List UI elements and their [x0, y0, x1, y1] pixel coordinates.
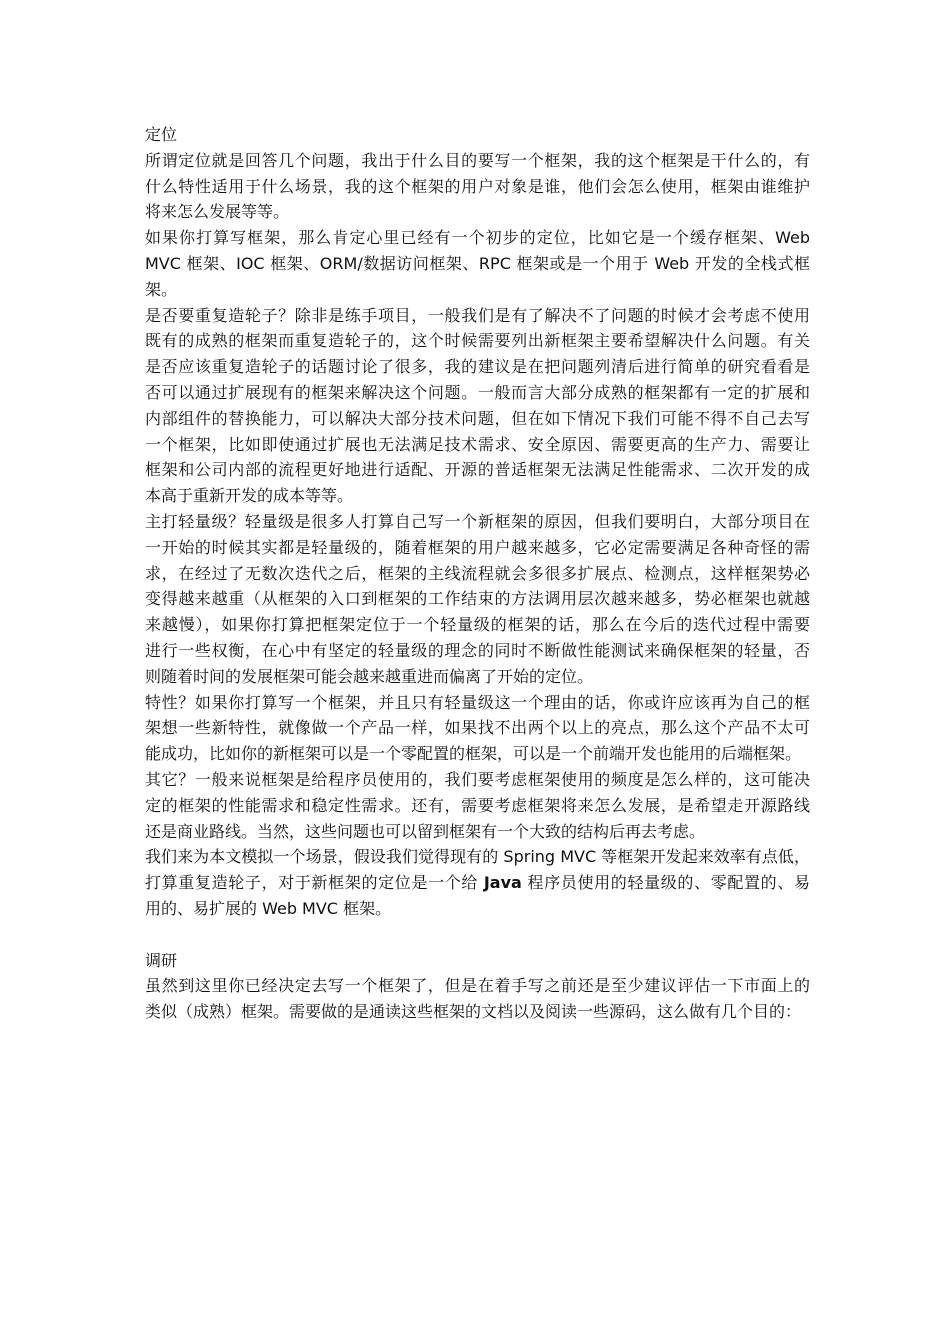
text-line: MVC 框架、IOC 框架、ORM/数据访问框架、RPC 框架或是一个用于 Web 开发的全栈式框 — [145, 253, 810, 273]
text-line: 我们来为本文模拟一个场景，假设我们觉得现有的 Spring MVC 等框架开发起来效率有点低， — [145, 847, 810, 867]
text-line: 定的框架的性能需求和稳定性需求。还有，需要考虑框架将来怎么发展，是希望走开源路线 — [145, 795, 810, 815]
text-line: 架。 — [145, 279, 178, 299]
text-line: 是否应该重复造轮子的话题讨论了很多，我的建议是在把问题列清后进行简单的研究看看是 — [145, 357, 810, 377]
paragraph-initial-positioning — [145, 225, 810, 302]
text-line: 类似（成熟）框架。需要做的是通读这些框架的文档以及阅读一些源码，这么做有几个目的： — [145, 1002, 802, 1022]
text-line: 框架和公司内部的流程更好地进行适配、开源的普适框架无法满足性能需求、二次开发的成 — [145, 460, 810, 480]
text-line: 求，在经过了无数次迭代之后，框架的主线流程就会多很多扩展点、检测点，这样框架势必 — [145, 563, 810, 583]
text-line: 则随着时间的发展框架可能会越来越重进而偏离了开始的定位。 — [145, 666, 594, 686]
text-line: 用的、易扩展的 Web MVC 框架。 — [145, 898, 392, 918]
text-line: 所谓定位就是回答几个问题，我出于什么目的要写一个框架，我的这个框架是干什么的，有 — [145, 150, 810, 170]
text-line: 主打轻量级？轻量级是很多人打算自己写一个新框架的原因，但我们要明白，大部分项目在 — [145, 511, 810, 531]
text-segment: 程序员使用的轻量级的、零配置的、易 — [521, 873, 810, 893]
text-line: 内部组件的替换能力，可以解决大部分技术问题，但在如下情况下我们可能不得不自己去写 — [145, 408, 810, 428]
text-line: 进行一些权衡，在心中有坚定的轻量级的理念的同时不断做性能测试来确保框架的轻量，否 — [145, 640, 810, 660]
text-line: 虽然到这里你已经决定去写一个框架了，但是在着手写之前还是至少建议评估一下市面上的 — [145, 976, 810, 996]
text-line: 什么特性适用于什么场景，我的这个框架的用户对象是谁，他们会怎么使用，框架由谁维护 — [145, 176, 810, 196]
text-line: 架想一些新特性，就像做一个产品一样，如果找不出两个以上的亮点，那么这个产品不太可 — [145, 718, 810, 738]
section-heading-research: 调研 — [145, 950, 178, 970]
text-line: 将来怎么发展等等。 — [145, 202, 290, 222]
text-line — [145, 870, 810, 896]
text-line: 否可以通过扩展现有的框架来解决这个问题。一般而言大部分成熟的框架都有一定的扩展和 — [145, 382, 810, 402]
paragraph-features — [145, 690, 810, 767]
text-line: 一个框架，比如即使通过扩展也无法满足技术需求、安全原因、需要更高的生产力、需要让 — [145, 434, 810, 454]
paragraph-others — [145, 767, 810, 844]
text-line: 还是商业路线。当然，这些问题也可以留到框架有一个大致的结构后再去考虑。 — [145, 821, 706, 841]
paragraph-scenario — [145, 844, 810, 921]
text-line: 既有的成熟的框架而重复造轮子的，这个时候需要列出新框架主要希望解决什么问题。有关 — [145, 331, 810, 351]
text-line: 来越慢），如果你打算把框架定位于一个轻量级的框架的话，那么在今后的迭代过程中需要 — [145, 615, 810, 635]
document-page — [145, 122, 810, 1025]
text-line: 如果你打算写框架，那么肯定心里已经有一个初步的定位，比如它是一个缓存框架、Web — [145, 228, 810, 248]
paragraph-spacer — [145, 922, 810, 948]
text-line: 变得越来越重（从框架的入口到框架的工作结束的方法调用层次越来越多，势必框架也就越 — [145, 589, 810, 609]
bold-term-java: Java — [483, 873, 522, 893]
paragraph-reinvent-wheel — [145, 303, 810, 509]
text-line: 一开始的时候其实都是轻量级的，随着框架的用户越来越多，它必定需要满足各种奇怪的需 — [145, 537, 810, 557]
text-line: 其它？一般来说框架是给程序员使用的，我们要考虑框架使用的频度是怎么样的，这可能决 — [145, 769, 810, 789]
paragraph-lightweight — [145, 509, 810, 690]
text-line: 本高于重新开发的成本等等。 — [145, 486, 354, 506]
paragraph-what-is-positioning — [145, 148, 810, 225]
section-heading-positioning: 定位 — [145, 125, 178, 144]
paragraph-research-intro — [145, 973, 810, 1025]
text-segment: 打算重复造轮子，对于新框架的定位是一个给 — [145, 873, 484, 893]
text-line: 能成功，比如你的新框架可以是一个零配置的框架，可以是一个前端开发也能用的后端框架。 — [145, 744, 802, 764]
text-line: 特性？如果你打算写一个框架，并且只有轻量级这一个理由的话，你或许应该再为自己的框 — [145, 692, 810, 712]
text-line: 是否要重复造轮子？除非是练手项目，一般我们是有了解决不了问题的时候才会考虑不使用 — [145, 305, 810, 325]
